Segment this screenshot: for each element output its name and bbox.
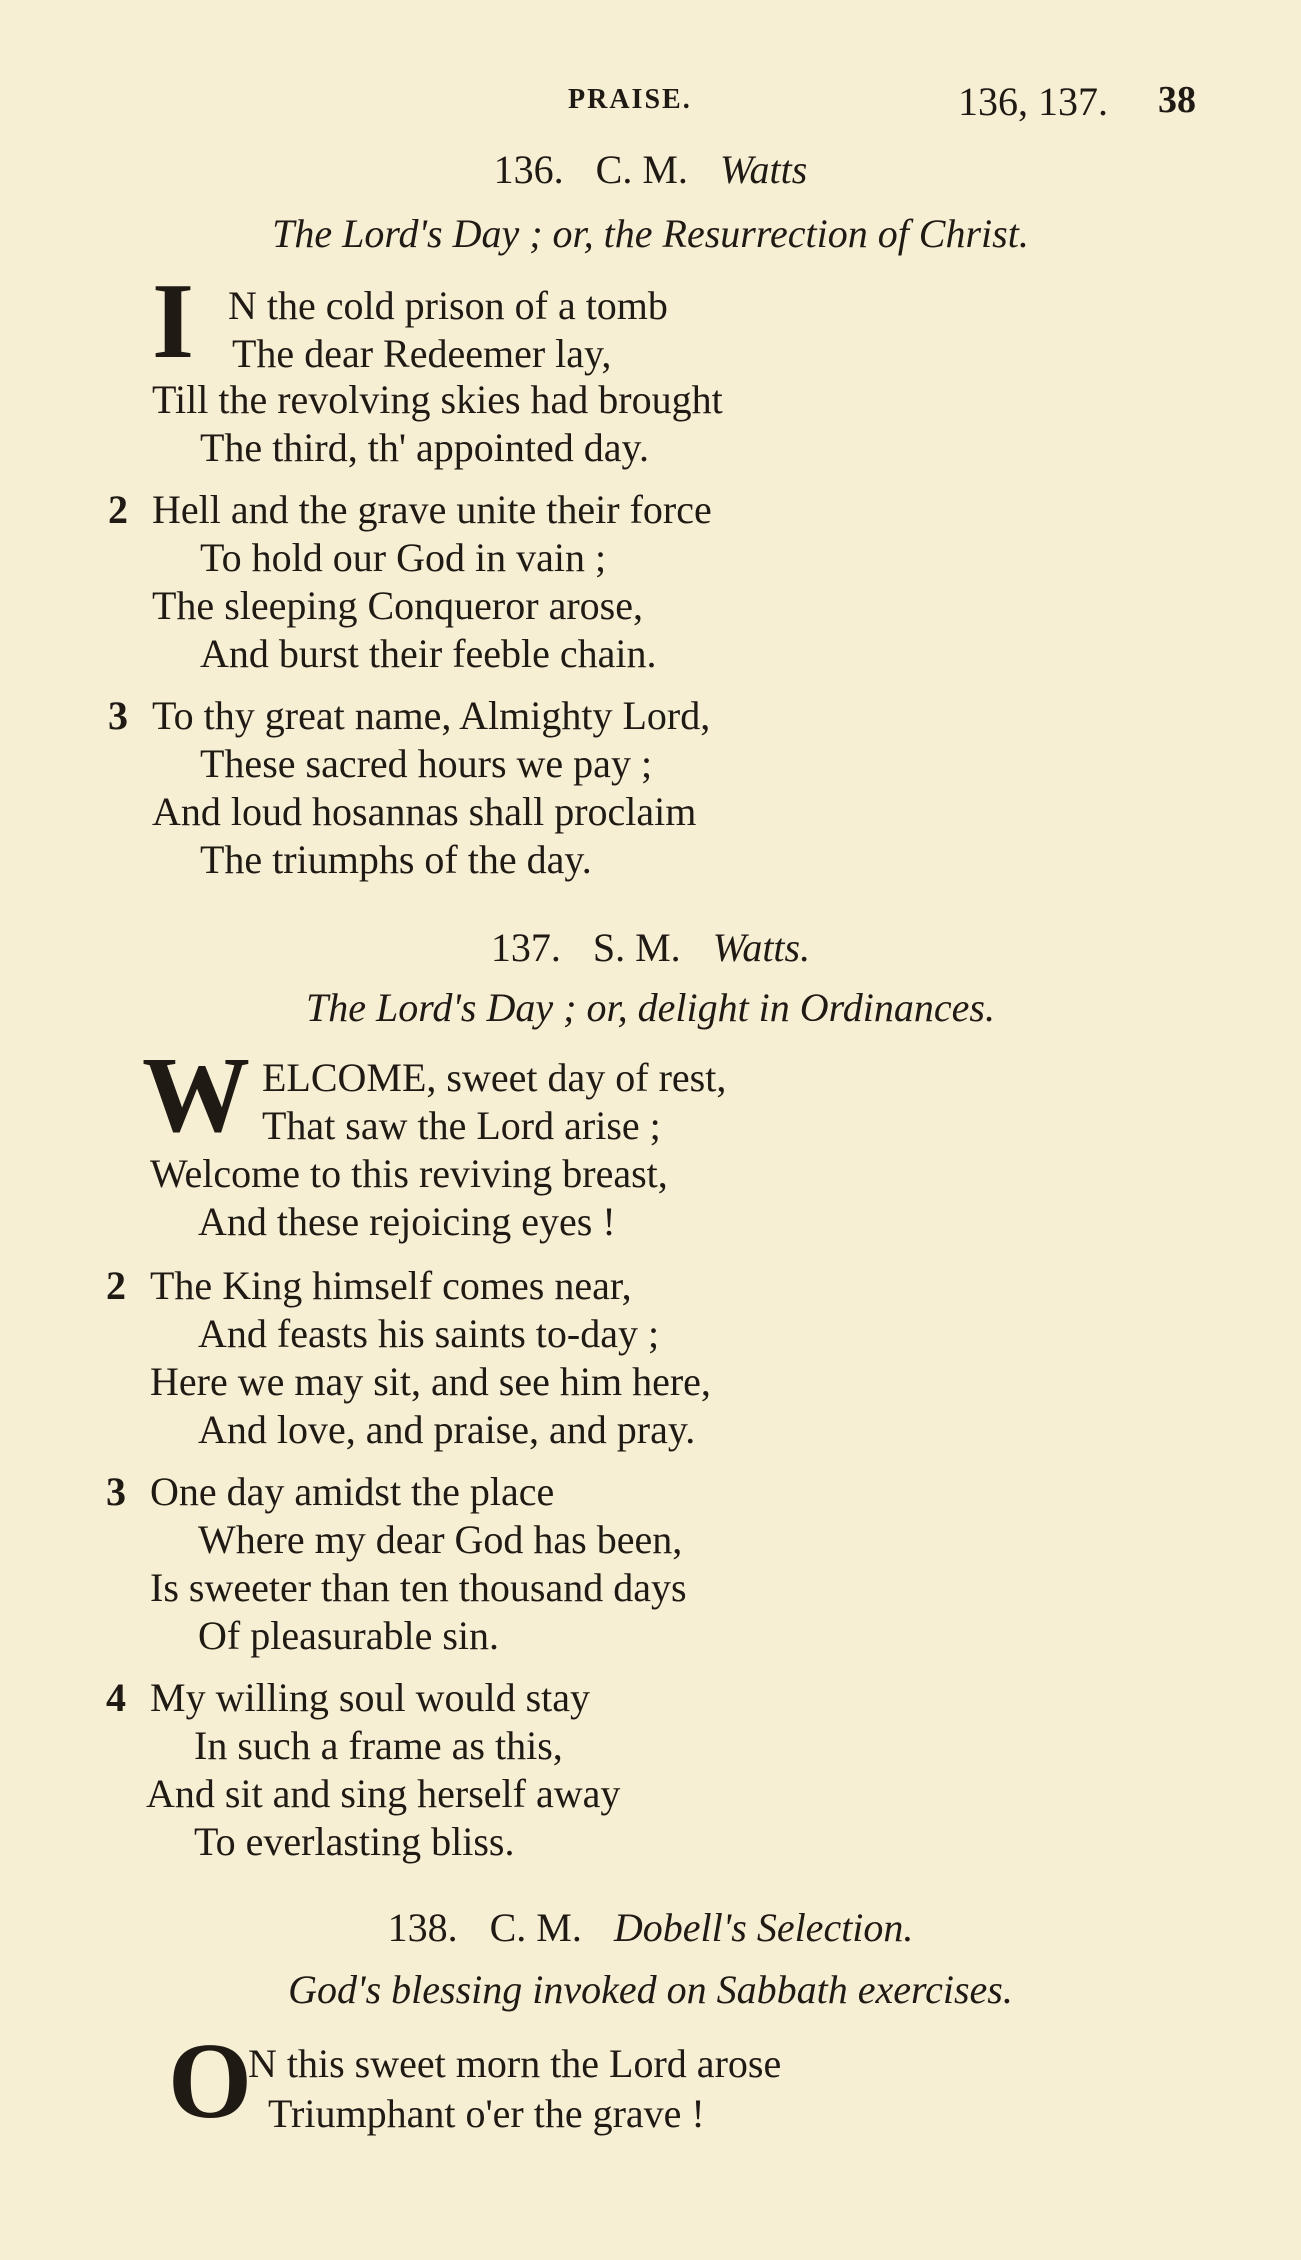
hymn-author: Watts [719, 147, 808, 192]
hymn-136-subtitle: The Lord's Day ; or, the Resurrection of Christ. [272, 211, 1029, 256]
verse-line: Till the revolving skies had brought [152, 377, 723, 422]
hymn-number: 136. [493, 147, 564, 192]
running-head [0, 78, 1301, 128]
verse-line: To hold our God in vain ; [200, 535, 607, 580]
verse-line: Welcome to this reviving breast, [150, 1151, 668, 1196]
verse-line: Hell and the grave unite their force [152, 487, 712, 532]
hymn-author: Dobell's Selection. [613, 1905, 914, 1950]
verse-line: N the cold prison of a tomb [228, 283, 668, 328]
hymn-number: 137. [490, 925, 561, 970]
verse-line: Triumphant o'er the grave ! [268, 2091, 705, 2136]
verse-line: To everlasting bliss. [194, 1819, 515, 1864]
hymn-137-subtitle: The Lord's Day ; or, delight in Ordinances. [306, 985, 995, 1030]
running-head-hymn-numbers: 136, 137. [958, 79, 1108, 124]
verse-line: Here we may sit, and see him here, [150, 1359, 711, 1404]
verse-line: That saw the Lord arise ; [262, 1103, 661, 1148]
hymn-137-heading [0, 924, 1301, 971]
verse-line: The sleeping Conqueror arose, [152, 583, 643, 628]
page-folio: 38 [1158, 79, 1196, 121]
hymn-meter: S. M. [592, 925, 681, 970]
running-head-title: PRAISE. [568, 84, 692, 115]
hymn-136-heading [0, 146, 1301, 193]
verse-line: Is sweeter than ten thousand days [150, 1565, 687, 1610]
hymn-number: 138. [387, 1905, 458, 1950]
verse-line: The third, th' appointed day. [200, 425, 649, 470]
hymn-138-heading [0, 1904, 1301, 1951]
verse-line: The triumphs of the day. [200, 837, 592, 882]
verse-line: The dear Redeemer lay, [232, 331, 612, 376]
verse-line: These sacred hours we pay ; [200, 741, 653, 786]
hymn-138-subtitle: God's blessing invoked on Sabbath exercises. [288, 1967, 1013, 2012]
verse-line: N this sweet morn the Lord arose [248, 2041, 782, 2086]
verse-line: My willing soul would stay [150, 1675, 591, 1720]
verse-line: In such a frame as this, [194, 1723, 563, 1768]
drop-cap: W [142, 1036, 250, 1155]
verse-number: 3 [106, 1469, 126, 1514]
hymn-author: Watts. [712, 925, 811, 970]
drop-cap: O [168, 2022, 253, 2141]
verse-line: To thy great name, Almighty Lord, [152, 693, 711, 738]
verse-number: 2 [108, 487, 128, 532]
verse-number: 3 [108, 693, 128, 738]
verse-line: And these rejoicing eyes ! [198, 1199, 616, 1244]
verse-line: And feasts his saints to-day ; [198, 1311, 660, 1356]
verse-line: And burst their feeble chain. [200, 631, 657, 676]
verse-line: Of pleasurable sin. [198, 1613, 500, 1658]
verse-line: Where my dear God has been, [198, 1517, 683, 1562]
verse-line: And loud hosannas shall proclaim [152, 789, 697, 834]
hymn-meter: C. M. [595, 147, 688, 192]
verse-line: And sit and sing herself away [146, 1771, 621, 1816]
drop-cap: I [152, 262, 195, 381]
verse-line: ELCOME, sweet day of rest, [262, 1055, 727, 1100]
verse-number: 4 [106, 1675, 126, 1720]
verse-number: 2 [106, 1263, 126, 1308]
hymn-meter: C. M. [489, 1905, 582, 1950]
verse-line: The King himself comes near, [150, 1263, 632, 1308]
verse-line: One day amidst the place [150, 1469, 555, 1514]
verse-line: And love, and praise, and pray. [198, 1407, 696, 1452]
